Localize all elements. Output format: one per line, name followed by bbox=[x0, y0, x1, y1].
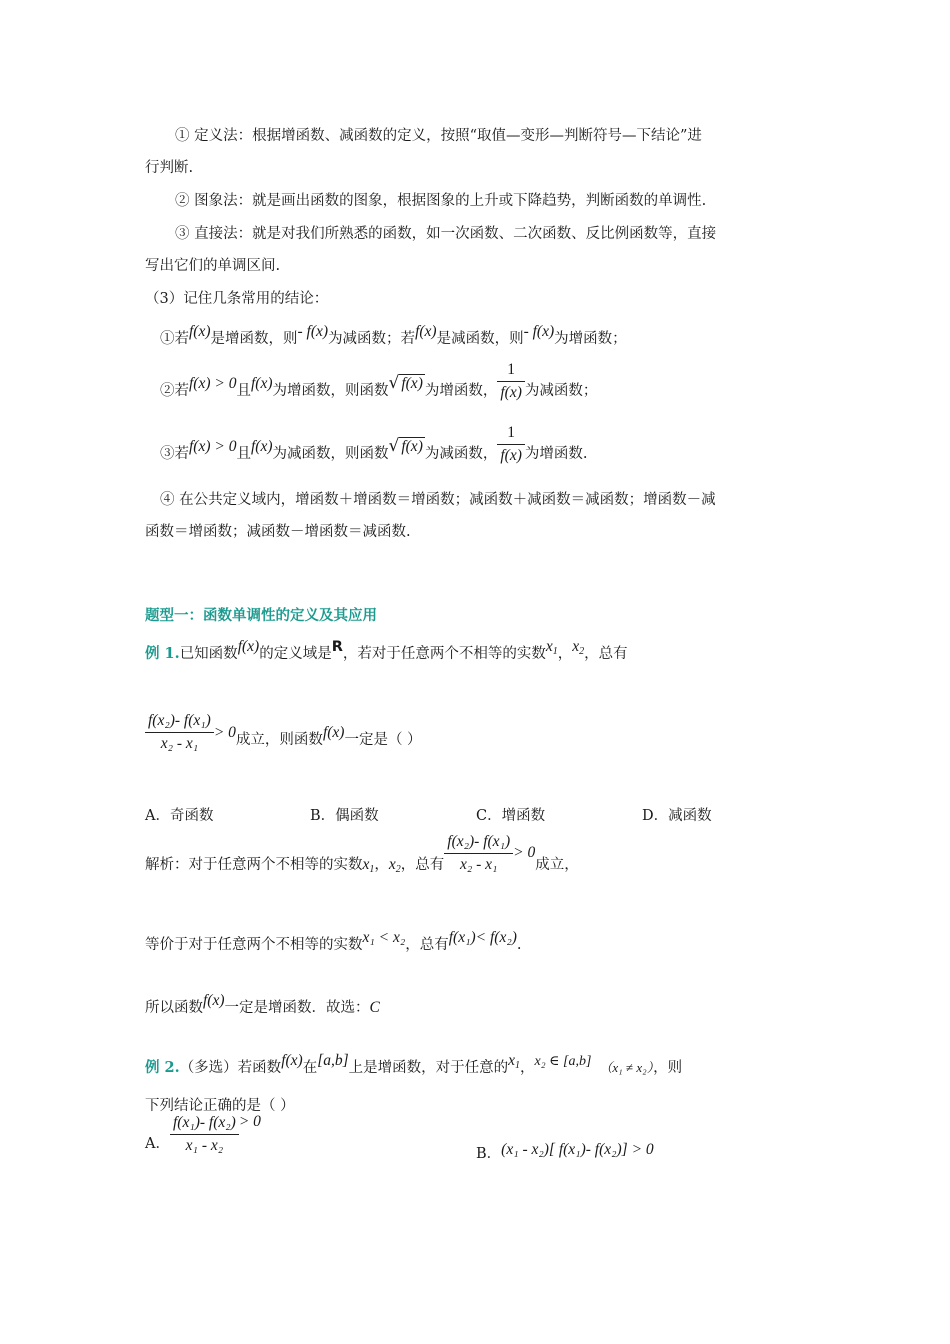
c2-text-2: 且 bbox=[236, 383, 251, 399]
conclusion-4-line1: ④ 在公共定义域内，增函数＋增函数＝增函数；减函数＋减函数＝减函数；增函数－减 bbox=[160, 492, 716, 508]
fx-math: f(x) bbox=[250, 438, 273, 455]
c3-text-5: 为增函数. bbox=[524, 446, 588, 462]
example1-stem bbox=[145, 638, 628, 669]
sol-text-8: 所以函数 bbox=[145, 1000, 203, 1016]
c2-text-5: 为减函数； bbox=[524, 383, 598, 399]
fx-math: f(x) bbox=[237, 638, 260, 655]
fx-math: f(x) bbox=[250, 375, 273, 392]
c1-text-3: 为减函数；若 bbox=[328, 331, 416, 347]
example2-question: 下列结论正确的是（ ） bbox=[145, 1098, 295, 1114]
c1-text-1: ①若 bbox=[160, 331, 189, 347]
conclusion-4-line2: 函数＝增函数；减函数－增函数＝减函数. bbox=[145, 524, 411, 540]
solution-line1 bbox=[145, 832, 579, 895]
x1-math: $x_1$ bbox=[508, 1052, 521, 1071]
optA-fraction: $\frac{\text{f(x₁)- f(x₂)}}{\text{x₁ - x₂}}$ bbox=[170, 1114, 239, 1155]
x1-math: $x_1$ bbox=[362, 856, 375, 875]
sol-text-1: 解析：对于任意两个不相等的实数 bbox=[145, 857, 363, 873]
difference-quotient-fraction: $\frac{\text{f(x₂)- f(x₁)}}{\text{x₂ - x₁}}$ bbox=[444, 833, 513, 874]
e1-text-3: ，若对于任意两个不相等的实数 bbox=[342, 646, 546, 662]
fx-math: f(x) bbox=[189, 323, 211, 340]
example1-option-c[interactable]: C．增函数 bbox=[476, 808, 546, 824]
answer-c: C bbox=[369, 999, 380, 1016]
sqrt-fx-math: √ f(x) bbox=[388, 436, 423, 456]
x2-math: $x_2$ bbox=[572, 638, 585, 657]
e2-text-4: ， bbox=[520, 1060, 535, 1076]
reciprocal-fx-math: $\frac{1}{f(x)}$ bbox=[497, 424, 525, 465]
optB-label: B． bbox=[476, 1146, 502, 1162]
real-set-symbol: R bbox=[331, 639, 343, 655]
method-graph: ② 图象法：就是画出函数的图象，根据图象的上升或下降趋势，判断函数的单调性. bbox=[175, 193, 707, 209]
gt0-math: > 0 bbox=[513, 844, 536, 861]
sol-text-9: 一定是增函数．故选： bbox=[224, 1000, 370, 1016]
c2-text-3: 为增函数，则函数 bbox=[272, 383, 389, 399]
x1-lt-x2-math: x₁ < x₂ bbox=[362, 929, 406, 946]
fx1-lt-fx2-math: f(x₁)< f(x₂) bbox=[448, 929, 517, 946]
reciprocal-fx-math: $\frac{1}{f(x)}$ bbox=[497, 361, 525, 402]
sol-text-7: . bbox=[516, 937, 522, 953]
e1-text-5: ，总有 bbox=[584, 646, 628, 662]
x2-in-ab-math: x₂ ∈ [a,b] bbox=[534, 1054, 592, 1069]
example1-label: 例 1. bbox=[145, 645, 180, 662]
conclusions-heading: （3）记住几条常用的结论： bbox=[145, 291, 329, 307]
c2-text-1: ②若 bbox=[160, 383, 189, 399]
x2-math: $x_2$ bbox=[388, 856, 401, 875]
method-definition-line2: 行判断. bbox=[145, 160, 194, 176]
example2-option-a[interactable] bbox=[145, 1113, 261, 1170]
example2-option-b[interactable] bbox=[476, 1141, 654, 1164]
e1-text-1: 已知函数 bbox=[179, 646, 238, 662]
c1-text-4: 是减函数，则 bbox=[436, 331, 524, 347]
x1-math: $x_1$ bbox=[545, 638, 558, 657]
method-direct-line1: ③ 直接法：就是对我们所熟悉的函数，如一次函数、二次函数、反比例函数等，直接 bbox=[175, 226, 717, 242]
example1-option-a[interactable]: A．奇函数 bbox=[145, 808, 214, 824]
e1-text-4: ， bbox=[557, 646, 573, 662]
sol-text-4: 成立， bbox=[535, 857, 579, 873]
sol-text-2: ， bbox=[374, 857, 389, 873]
example1-option-d[interactable]: D．减函数 bbox=[642, 808, 712, 824]
sqrt-fx-math: √ f(x) bbox=[388, 373, 423, 393]
neg-fx-math: - f(x) bbox=[297, 323, 329, 340]
c3-text-2: 且 bbox=[236, 446, 251, 462]
c3-text-4: 为减函数， bbox=[424, 446, 498, 462]
x1-neq-x2-math: （x₁ ≠ x₂） bbox=[599, 1060, 654, 1075]
e1-text-2: 的定义域是 bbox=[259, 646, 332, 662]
c1-text-5: 为增函数； bbox=[554, 331, 627, 347]
gt0-math: > 0 bbox=[213, 724, 236, 741]
difference-quotient-fraction: $\frac{\text{f(x₂)- f(x₁)}}{\text{x₂ - x₁}}$ bbox=[145, 712, 214, 753]
c3-text-1: ③若 bbox=[160, 446, 189, 462]
interval-ab-math: [a,b] bbox=[317, 1052, 349, 1069]
solution-line3 bbox=[145, 992, 380, 1018]
fx-math: f(x) bbox=[281, 1052, 303, 1069]
example1-option-b[interactable]: B．偶函数 bbox=[310, 808, 379, 824]
fx-math: f(x) bbox=[203, 992, 225, 1009]
conclusion-3 bbox=[160, 425, 587, 482]
c3-text-3: 为减函数，则函数 bbox=[272, 446, 389, 462]
conclusion-1 bbox=[160, 323, 627, 349]
sol-text-3: ，总有 bbox=[400, 857, 445, 873]
conclusion-2 bbox=[160, 362, 597, 419]
e2-text-1: （多选）若函数 bbox=[179, 1060, 282, 1076]
e1-text-7: 一定是（ ） bbox=[344, 732, 422, 748]
fx-gt0-math: f(x) > 0 bbox=[189, 375, 237, 392]
fx-math: f(x) bbox=[322, 724, 345, 741]
method-direct-line2: 写出它们的单调区间. bbox=[145, 258, 281, 274]
c2-text-4: 为增函数， bbox=[424, 383, 498, 399]
example2-stem bbox=[145, 1052, 683, 1083]
e1-text-6: 成立，则函数 bbox=[235, 732, 323, 748]
sol-text-5: 等价于对于任意两个不相等的实数 bbox=[145, 937, 363, 953]
gt0-math: > 0 bbox=[238, 1113, 261, 1130]
method-definition-line1: ① 定义法：根据增函数、减函数的定义，按照“取值—变形—判断符号—下结论”进 bbox=[175, 128, 702, 144]
solution-line2 bbox=[145, 929, 522, 955]
c1-text-2: 是增函数，则 bbox=[210, 331, 298, 347]
fx-math: f(x) bbox=[415, 323, 437, 340]
e2-text-5: ，则 bbox=[653, 1060, 683, 1076]
example1-condition bbox=[145, 711, 422, 765]
example2-label: 例 2. bbox=[145, 1059, 180, 1076]
e2-text-2: 在 bbox=[302, 1060, 318, 1076]
neg-fx-math: - f(x) bbox=[523, 323, 555, 340]
e2-text-3: 上是增函数，对于任意的 bbox=[348, 1060, 509, 1076]
sol-text-6: ，总有 bbox=[405, 937, 449, 953]
fx-gt0-math: f(x) > 0 bbox=[189, 438, 237, 455]
section-title: 题型一：函数单调性的定义及其应用 bbox=[145, 607, 377, 624]
optB-expression: (x₁ - x₂)[ f(x₁)- f(x₂)] > 0 bbox=[501, 1141, 654, 1158]
optA-label: A． bbox=[145, 1136, 170, 1152]
